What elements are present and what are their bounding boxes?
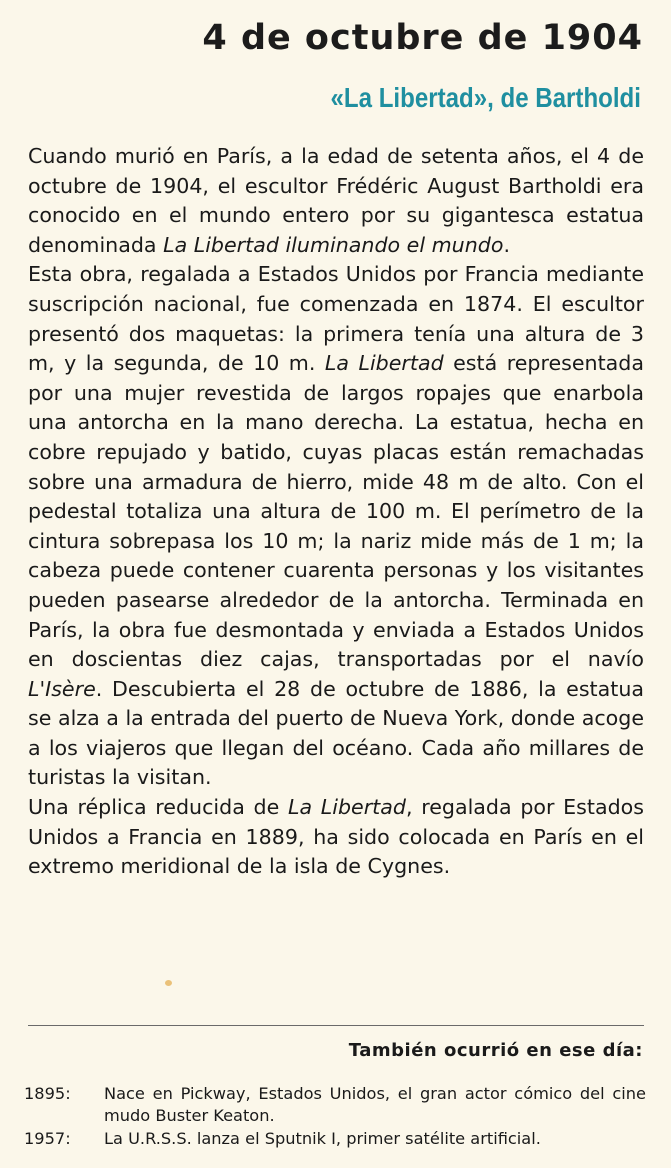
paper-speck <box>165 980 172 986</box>
paragraph-3 <box>28 793 644 882</box>
p1-text-b: . <box>503 232 510 257</box>
article-subtitle: «La Libertad», de Bartholdi <box>330 82 641 113</box>
event-item <box>24 1128 646 1150</box>
event-year: 1957: <box>24 1129 71 1148</box>
also-happened-heading: También ocurrió en ese día: <box>348 1040 643 1061</box>
p2-text-b: está representada por una mujer revestida de largos ropajes que enarbola una antorcha en la mano derecha. La estatua, hecha en cobre repujado y batido, cuyas placas están remachadas sobre una armadura de hierro, mide 48 m de alto. Con el pedestal totaliza una altura de 100 m. El perímetro de la cintura sobrepasa los 10 m; la nariz mide más de 1 m; la cabeza puede contener cuarenta personas y los visitantes pueden pasearse alrededor de la antorcha. Terminada en París, la obra fue desmontada y enviada a Estados Unidos en doscientas diez cajas, transportadas por el navío <box>28 351 644 672</box>
p2-text-a: Esta obra, regalada a Estados Unidos por Francia mediante suscripción nacional, fue comenzada en 1874. El escultor presentó dos maquetas: la primera tenía una altura de 3 m, y la segunda, de 10 m. <box>28 262 644 376</box>
event-year: 1895: <box>24 1084 71 1103</box>
p3-text-a: Una réplica reducida de <box>28 795 288 820</box>
p3-text-b: , regalada por Estados Unidos a Francia en 1889, ha sido colocada en París en el extremo meridional de la isla de Cygnes. <box>28 795 644 879</box>
event-item <box>24 1083 646 1126</box>
p2-italic-title: La Libertad <box>324 351 444 376</box>
p1-text-a: Cuando murió en París, a la edad de setenta años, el 4 de octubre de 1904, el escultor Frédéric August Bartholdi era conocido en el mundo entero por su gigantesca estatua denominada <box>28 144 644 257</box>
event-text: Nace en Pickway, Estados Unidos, el gran actor cómico del cine mudo Buster Keaton. <box>104 1084 646 1125</box>
p3-italic-title: La Libertad <box>287 795 406 820</box>
event-text: La U.R.S.S. lanza el Sputnik I, primer satélite artificial. <box>104 1129 541 1148</box>
page-title: 4 de octubre de 1904 <box>202 18 643 58</box>
paragraph-1 <box>28 142 644 260</box>
paragraph-2 <box>28 260 644 793</box>
events-list <box>24 1083 646 1152</box>
p2-text-c: . Descubierta el 28 de octubre de 1886, la estatua se alza a la entrada del puerto de Nueva York, donde acoge a los viajeros que llegan del océano. Cada año millares de turistas la visitan. <box>28 676 644 790</box>
p2-italic-ship: L'Isère <box>28 676 96 701</box>
article-body <box>28 142 644 882</box>
p1-italic-title: La Libertad iluminando el mundo <box>163 232 504 257</box>
section-divider <box>28 1025 644 1026</box>
